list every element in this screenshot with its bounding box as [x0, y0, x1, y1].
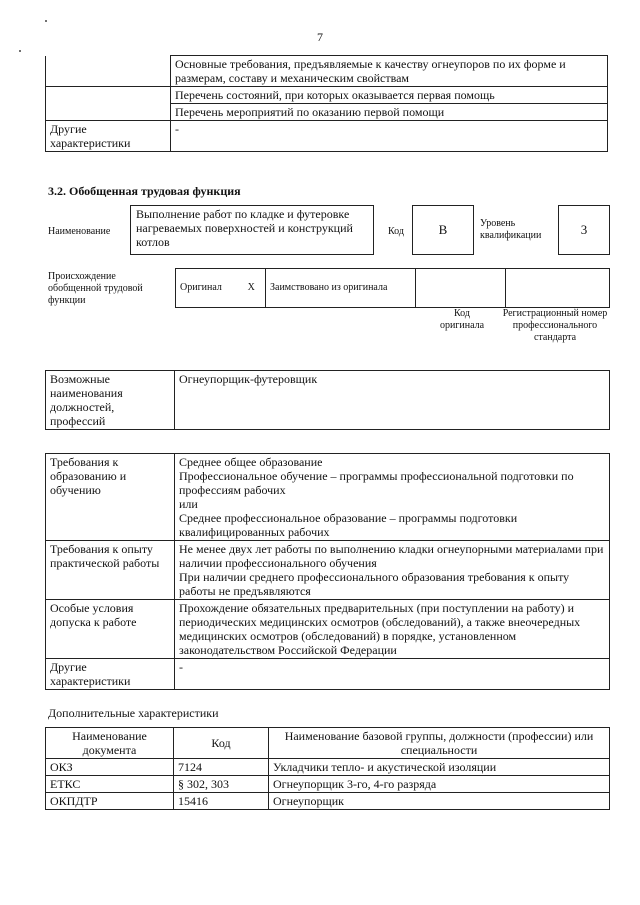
- req-other-value: -: [175, 659, 610, 690]
- origin-borrowed: Заимствовано из оригинала: [266, 269, 416, 308]
- code-box: [412, 205, 474, 255]
- group-name-cell: Огнеупорщик: [269, 793, 610, 810]
- experience-value: [175, 541, 610, 600]
- page-number: 7: [317, 30, 323, 44]
- additional-header: Наименование базовой группы, должности (профессии) или специальности: [269, 728, 610, 759]
- top-other-value: -: [171, 121, 608, 152]
- table-row: [46, 759, 610, 776]
- additional-table: [45, 727, 610, 810]
- conditions-value: Прохождение обязательных предварительных (при поступлении на работу) и периодических медицинских осмотров (обследований), а также внеочередных медицинских осмотров (обследований) в порядке, установленном законодательством Российской Федерации: [175, 600, 610, 659]
- group-name-cell: Укладчики тепло- и акустической изоляции: [269, 759, 610, 776]
- section-title: 3.2. Обобщенная трудовая функция: [48, 184, 241, 198]
- name-value-box: [130, 205, 374, 255]
- origin-mark: X: [238, 269, 266, 308]
- origin-label: Происхождение обобщенной трудовой функции: [48, 271, 143, 306]
- code-label: Код: [388, 226, 404, 237]
- additional-header: Код: [174, 728, 269, 759]
- top-table-row: Перечень мероприятий по оказанию первой помощи: [171, 104, 608, 121]
- name-value: Выполнение работ по кладке и футеровке нагреваемых поверхностей и конструкций котлов: [136, 207, 353, 249]
- reg-number-caption: Регистрационный номер профессионального стандарта: [502, 308, 608, 343]
- code-cell: § 302, 303: [174, 776, 269, 793]
- positions-table: [45, 370, 610, 430]
- additional-header: Наименование документа: [46, 728, 174, 759]
- requirements-table: [45, 453, 610, 690]
- experience-line: Не менее двух лет работы по выполнению кладки огнеупорными материалами при наличии профессионального обучения: [179, 542, 604, 570]
- education-label: Требования к образованию и обучению: [46, 454, 175, 541]
- additional-title: Дополнительные характеристики: [48, 706, 219, 720]
- positions-label: Возможные наименования должностей, профессий: [46, 371, 175, 430]
- code-value: B: [438, 222, 448, 237]
- origin-original: Оригинал: [176, 269, 238, 308]
- scan-speck: [19, 50, 21, 52]
- top-table-row: Основные требования, предъявляемые к качеству огнеупоров по их форме и размерам, составу и механическим свойствам: [171, 56, 608, 87]
- doc-name-cell: ЕТКС: [46, 776, 174, 793]
- level-value: 3: [580, 222, 588, 237]
- top-table: [45, 55, 608, 152]
- experience-label: Требования к опыту практической работы: [46, 541, 175, 600]
- education-line: или: [179, 497, 198, 511]
- group-name-cell: Огнеупорщик 3-го, 4-го разряда: [269, 776, 610, 793]
- education-value: [175, 454, 610, 541]
- level-box: [558, 205, 610, 255]
- education-line: Среднее профессиональное образование – программы подготовки квалифицированных рабочих: [179, 511, 518, 539]
- conditions-label: Особые условия допуска к работе: [46, 600, 175, 659]
- education-line: Профессиональное обучение – программы профессиональной подготовки по профессиям рабочих: [179, 469, 574, 497]
- level-label: Уровень квалификации: [480, 218, 542, 241]
- education-line: Среднее общее образование: [179, 455, 323, 469]
- doc-name-cell: ОКПДТР: [46, 793, 174, 810]
- experience-line: При наличии среднего профессионального образования требования к опыту работы не предъявляются: [179, 570, 570, 598]
- positions-value: Огнеупорщик-футеровщик: [175, 371, 610, 430]
- scan-speck: [45, 20, 47, 22]
- code-original-caption: Код оригинала: [439, 308, 485, 331]
- name-label: Наименование: [48, 226, 111, 237]
- code-cell: 15416: [174, 793, 269, 810]
- origin-table: [175, 268, 610, 308]
- top-other-label: Другие характеристики: [46, 121, 171, 152]
- code-cell: 7124: [174, 759, 269, 776]
- top-table-row: Перечень состояний, при которых оказывается первая помощь: [171, 87, 608, 104]
- doc-name-cell: ОКЗ: [46, 759, 174, 776]
- table-row: [46, 776, 610, 793]
- req-other-label: Другие характеристики: [46, 659, 175, 690]
- table-row: [46, 793, 610, 810]
